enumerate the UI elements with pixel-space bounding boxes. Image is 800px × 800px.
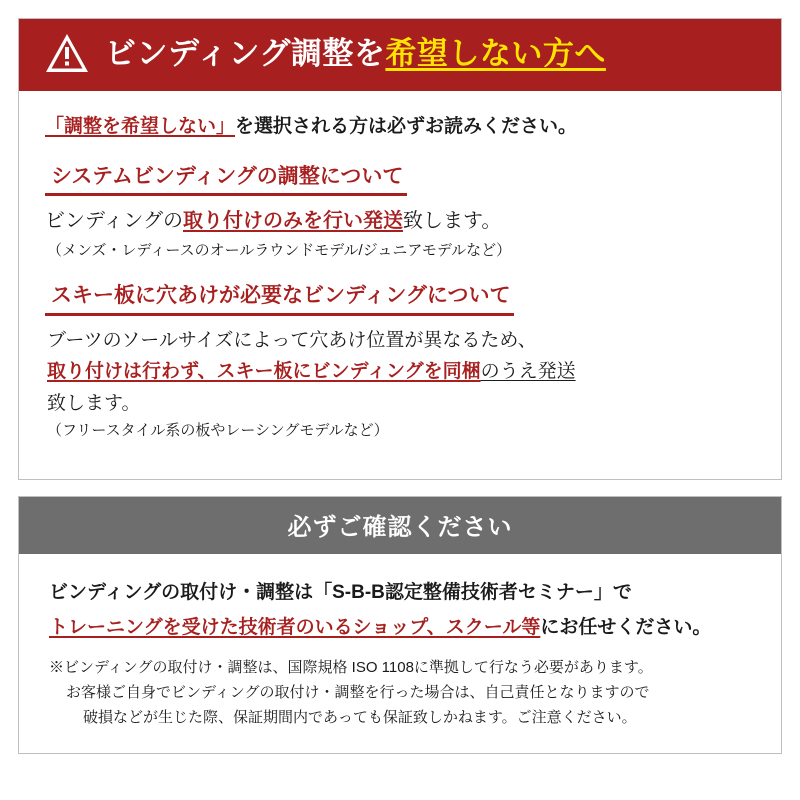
section2-line2-underline: 取り付けは行わず、スキー板にビンディングを同梱 xyxy=(47,361,481,383)
fineprint-line-3: 破損などが生じた際、保証期間内であっても保証致しかねます。ご注意ください。 xyxy=(83,708,637,726)
notice-lead-rest: を選択される方は必ずお読みください。 xyxy=(235,116,578,137)
confirmation-line-1: ビンディングの取付け・調整は「S-B-B認定整備技術者セミナー」で xyxy=(49,581,632,603)
section2-note: （フリースタイル系の板やレーシングモデルなど） xyxy=(47,422,389,440)
notice-header-title-highlight: 希望しない方へ xyxy=(385,35,606,71)
section2-para-line3: 致します。 xyxy=(47,392,141,414)
confirmation-card xyxy=(18,496,782,754)
section2-para-line1: ブーツのソールサイズによって穴あけ位置が異なるため、 xyxy=(47,329,537,351)
section1-line-suffix: 致します。 xyxy=(403,209,502,232)
notice-lead xyxy=(45,113,755,141)
confirmation-line-2-underline: トレーニングを受けた技術者のいるショップ、スクール等 xyxy=(49,616,541,638)
section-drilling-binding xyxy=(45,276,755,442)
notice-lead-quoted: 「調整を希望しない」 xyxy=(45,116,236,137)
confirmation-line-2 xyxy=(49,613,755,642)
section1-line-prefix: ビンディングの xyxy=(45,209,183,232)
warning-triangle-icon xyxy=(45,32,89,76)
section1-line-underline: 取り付けのみを行い発送 xyxy=(183,209,403,232)
section2-para-line2 xyxy=(47,357,755,386)
section1-note: （メンズ・レディースのオールラウンドモデル/ジュニアモデルなど） xyxy=(47,241,512,259)
confirmation-line-2-suffix: にお任せください。 xyxy=(540,616,712,638)
fineprint-line-1: ※ビンディングの取付け・調整は、国際規格 ISO 1108に準拠して行なう必要があります。 xyxy=(49,659,653,677)
section2-line2-suffix: のうえ発送 xyxy=(480,361,576,383)
section-system-binding xyxy=(45,157,755,263)
notice-header-title xyxy=(105,37,606,71)
confirmation-body xyxy=(19,554,781,753)
section-drilling-binding-title: スキー板に穴あけが必要なビンディングについて xyxy=(45,282,514,315)
notice-body xyxy=(19,91,781,479)
notice-header-title-prefix: ビンディング調整を xyxy=(105,35,386,71)
fineprint-line-2: お客様ご自身でビンディングの取付け・調整を行った場合は、自己責任となりますので xyxy=(66,684,650,702)
section-system-binding-title: システムビンディングの調整について xyxy=(45,163,407,196)
confirmation-header: 必ずご確認ください xyxy=(19,497,781,554)
notice-header xyxy=(19,19,781,91)
confirmation-fineprint xyxy=(49,656,755,730)
section-system-binding-line xyxy=(45,206,755,236)
binding-adjustment-notice-card xyxy=(18,18,782,480)
